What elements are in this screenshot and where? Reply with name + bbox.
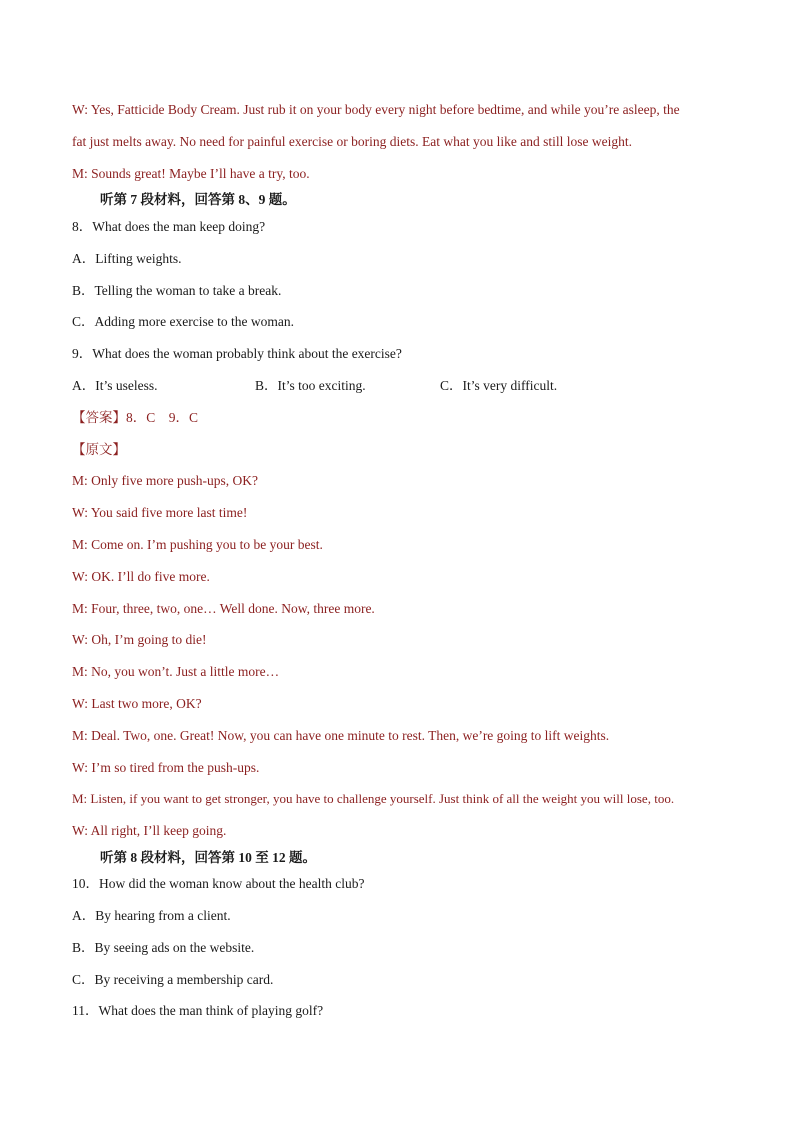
question-8: 8．What does the man keep doing? (72, 219, 266, 234)
q10-option-a: A．By hearing from a client. (72, 908, 231, 923)
q8-option-a: A．Lifting weights. (72, 251, 182, 266)
question-11: 11．What does the man think of playing golf? (72, 1003, 324, 1018)
question-10: 10．How did the woman know about the health club? (72, 876, 365, 891)
script-line: M: No, you won’t. Just a little more… (72, 664, 280, 679)
script-line: W: All right, I’ll keep going. (72, 823, 227, 838)
section-heading: 听第 8 段材料，回答第 10 至 12 题。 (100, 850, 316, 865)
q9-option-c: C．It’s very difficult. (440, 378, 558, 393)
question-9: 9．What does the woman probably think about the exercise? (72, 346, 402, 361)
script-line: M: Only five more push-ups, OK? (72, 473, 258, 488)
script-line: M: Come on. I’m pushing you to be your best. (72, 537, 323, 552)
script-line: M: Four, three, two, one… Well done. Now, three more. (72, 601, 375, 616)
answer-key: 【答案】8．C 9．C (72, 410, 199, 425)
q8-option-b: B．Telling the woman to take a break. (72, 283, 282, 298)
section-heading: 听第 7 段材料，回答第 8、9 题。 (100, 192, 296, 207)
q8-option-c: C．Adding more exercise to the woman. (72, 314, 294, 329)
q10-option-c: C．By receiving a membership card. (72, 972, 274, 987)
script-line: M: Deal. Two, one. Great! Now, you can have one minute to rest. Then, we’re going to lift weights. (72, 728, 610, 743)
script-line: W: Last two more, OK? (72, 696, 202, 711)
dialogue-line: W: Yes, Fatticide Body Cream. Just rub it on your body every night before bedtime, and while you’re asleep, the (72, 102, 680, 117)
script-line: M: Listen, if you want to get stronger, you have to challenge yourself. Just think of all the weight you will lose, too. (72, 791, 675, 806)
q9-option-b: B．It’s too exciting. (255, 378, 366, 393)
dialogue-line: fat just melts away. No need for painful exercise or boring diets. Eat what you like and still lose weight. (72, 134, 632, 149)
script-line: W: OK. I’ll do five more. (72, 569, 210, 584)
q9-options-row (72, 377, 722, 395)
dialogue-line: M: Sounds great! Maybe I’ll have a try, too. (72, 166, 310, 181)
q9-option-a: A．It’s useless. (72, 378, 158, 393)
q10-option-b: B．By seeing ads on the website. (72, 940, 255, 955)
script-line: W: You said five more last time! (72, 505, 248, 520)
script-line: W: I’m so tired from the push-ups. (72, 760, 260, 775)
script-label: 【原文】 (72, 442, 126, 457)
script-line: W: Oh, I’m going to die! (72, 632, 207, 647)
